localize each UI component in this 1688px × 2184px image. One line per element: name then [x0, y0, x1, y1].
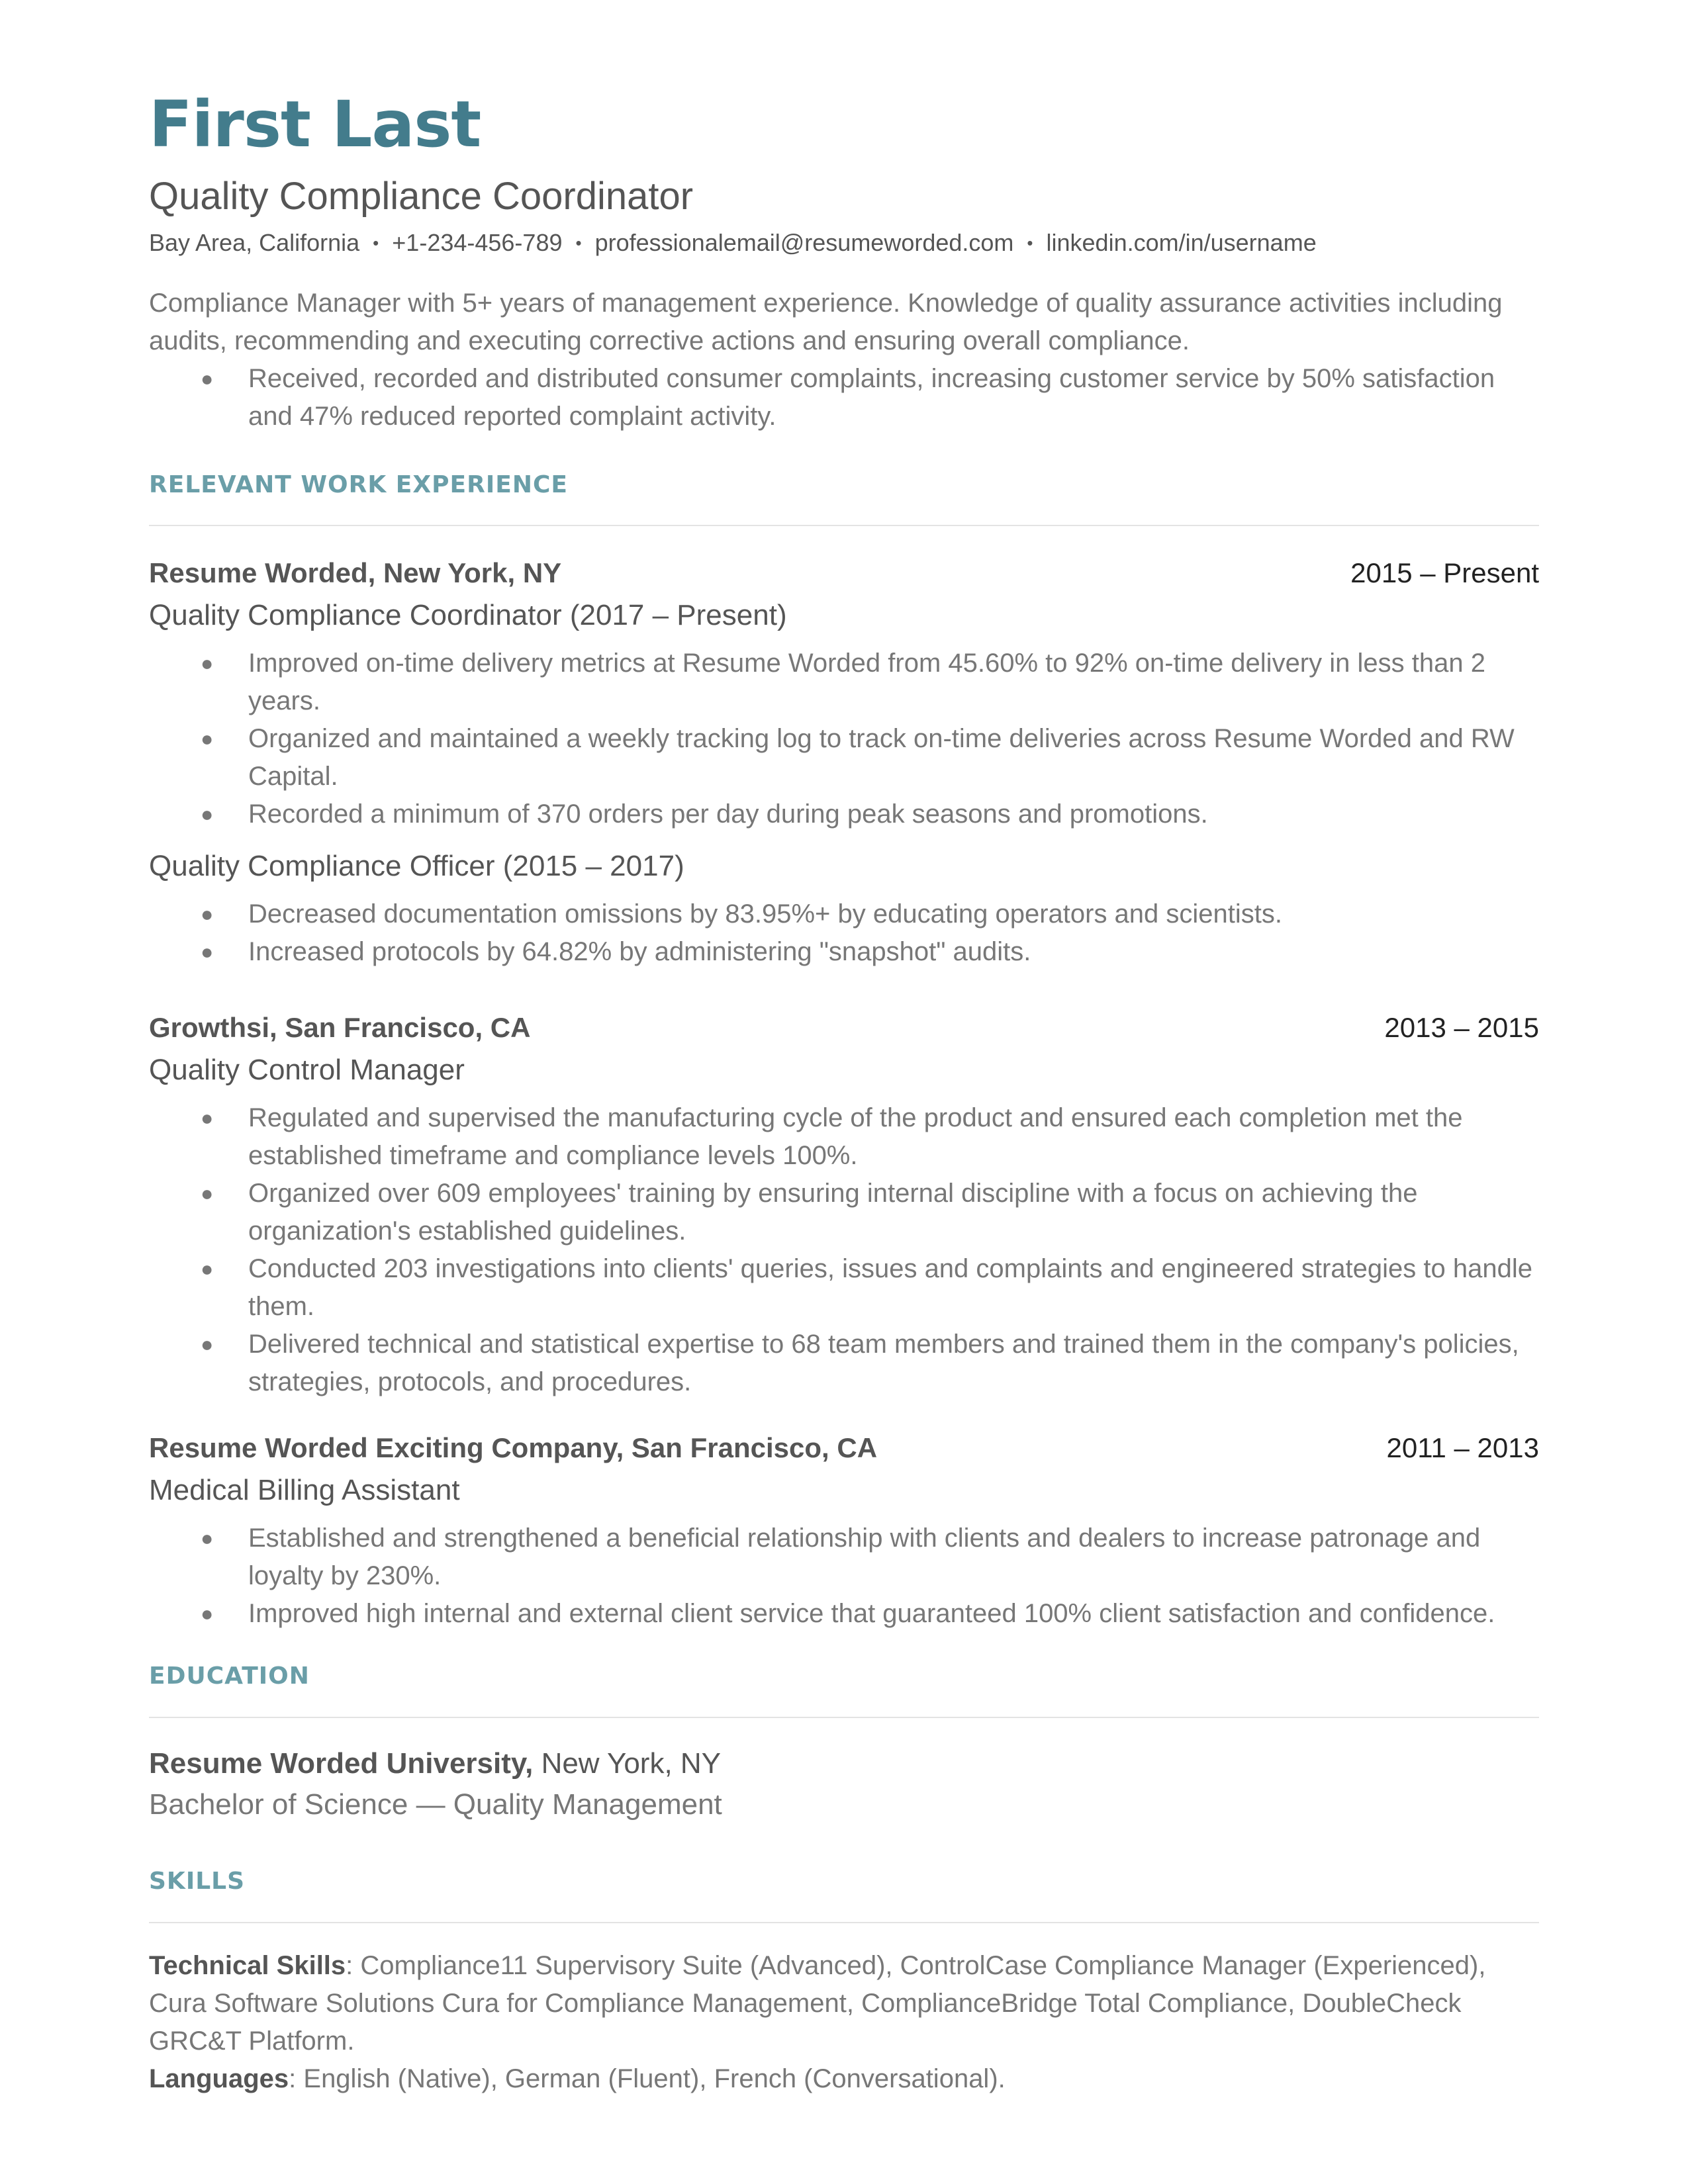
job-bullets	[149, 1520, 1539, 1633]
section-divider	[149, 525, 1539, 526]
education-school-line	[149, 1743, 1539, 1784]
job-dates: 2013 – 2015	[1384, 1012, 1539, 1043]
section-divider	[149, 1922, 1539, 1923]
experience-heading: RELEVANT WORK EXPERIENCE	[149, 471, 568, 498]
bullet-icon: ●	[201, 1181, 214, 1205]
contact-line	[149, 228, 1317, 258]
summary-section	[149, 285, 1539, 435]
contact-separator: •	[1027, 233, 1033, 253]
list-item	[149, 1250, 1539, 1326]
education-heading: EDUCATION	[149, 1662, 310, 1690]
list-item	[149, 1099, 1539, 1175]
bullet-text: Established and strengthened a beneficial relationship with clients and dealers to increase patronage and loyalty by 230%.	[248, 1524, 1481, 1590]
bullet-text: Decreased documentation omissions by 83.95%+ by educating operators and scientists.	[248, 899, 1283, 929]
bullet-icon: ●	[201, 1602, 214, 1625]
bullet-text: Received, recorded and distributed consumer complaints, increasing customer service by 50% satisfaction and 47% reduced reported complaint activity.	[248, 364, 1495, 431]
list-item	[149, 796, 1539, 833]
list-item	[149, 645, 1539, 720]
bullet-text: Conducted 203 investigations into clients' queries, issues and complaints and engineered strategies to handle them.	[248, 1254, 1532, 1321]
candidate-role: Quality Compliance Coordinator	[149, 175, 694, 218]
job-position: Quality Control Manager	[149, 1054, 465, 1086]
technical-skills	[149, 1947, 1539, 2060]
bullet-text: Delivered technical and statistical expertise to 68 team members and trained them in the company's policies, strategies, protocols, and procedures.	[248, 1330, 1519, 1396]
candidate-name: First Last	[149, 87, 481, 161]
bullet-icon: ●	[201, 367, 214, 390]
bullet-icon: ●	[201, 727, 214, 751]
bullet-icon: ●	[201, 1332, 214, 1356]
list-item	[149, 1175, 1539, 1250]
list-item	[149, 895, 1539, 933]
bullet-text: Improved on-time delivery metrics at Resume Worded from 45.60% to 92% on-time delivery in less than 2 years.	[248, 649, 1485, 715]
bullet-text: Improved high internal and external client service that guaranteed 100% client satisfaction and confidence.	[248, 1599, 1495, 1628]
list-item	[149, 360, 1539, 435]
bullet-icon: ●	[201, 1526, 214, 1550]
technical-skills-value: : Compliance11 Supervisory Suite (Advanced), ControlCase Compliance Manager (Experienced), Cura Software Solutions Cura for Compliance Management, ComplianceBridge Total Compliance, DoubleCheck GRC&T Platform.	[149, 1951, 1486, 2056]
contact-linkedin[interactable]: linkedin.com/in/username	[1046, 229, 1317, 256]
contact-location: Bay Area, California	[149, 229, 360, 256]
job-dates: 2015 – Present	[1350, 557, 1539, 588]
job-entry	[149, 553, 1539, 971]
job-position: Medical Billing Assistant	[149, 1474, 460, 1506]
summary-bullets	[149, 360, 1539, 435]
job-position: Quality Compliance Coordinator (2017 – Present)	[149, 599, 787, 631]
contact-email[interactable]: professionalemail@resumeworded.com	[594, 229, 1014, 256]
job-entry	[149, 1008, 1539, 1401]
bullet-text: Increased protocols by 64.82% by administering "snapshot" audits.	[248, 937, 1031, 966]
job-company: Resume Worded Exciting Company, San Francisco, CA	[149, 1432, 878, 1463]
job-bullets	[149, 1099, 1539, 1401]
skills-section	[149, 1947, 1539, 2098]
bullet-icon: ●	[201, 940, 214, 964]
job-position: Quality Compliance Officer (2015 – 2017)	[149, 850, 684, 882]
languages	[149, 2060, 1539, 2098]
job-dates: 2011 – 2013	[1386, 1432, 1539, 1463]
bullet-text: Regulated and supervised the manufacturing cycle of the product and ensured each completion met the established timeframe and compliance levels 100%.	[248, 1103, 1463, 1170]
summary-text: Compliance Manager with 5+ years of management experience. Knowledge of quality assurance activities including audits, recommending and executing corrective actions and ensuring overall compliance.	[149, 289, 1503, 355]
bullet-icon: ●	[201, 802, 214, 826]
bullet-text: Recorded a minimum of 370 orders per day during peak seasons and promotions.	[248, 799, 1208, 829]
bullet-text: Organized over 609 employees' training by ensuring internal discipline with a focus on achieving the organization's established guidelines.	[248, 1179, 1418, 1246]
bullet-icon: ●	[201, 1257, 214, 1281]
job-company: Growthsi, San Francisco, CA	[149, 1012, 531, 1043]
list-item	[149, 1520, 1539, 1595]
bullet-icon: ●	[201, 902, 214, 926]
list-item	[149, 1595, 1539, 1633]
bullet-icon: ●	[201, 651, 214, 675]
job-bullets	[149, 645, 1539, 833]
list-item	[149, 1326, 1539, 1401]
education-degree: Bachelor of Science — Quality Management	[149, 1788, 722, 1821]
section-divider	[149, 1717, 1539, 1718]
education-school: Resume Worded University,	[149, 1747, 534, 1780]
job-company: Resume Worded, New York, NY	[149, 557, 562, 588]
list-item	[149, 933, 1539, 971]
languages-label: Languages	[149, 2064, 289, 2093]
education-location: New York, NY	[541, 1747, 722, 1780]
languages-value: : English (Native), German (Fluent), French (Conversational).	[289, 2064, 1006, 2093]
contact-separator: •	[575, 233, 582, 253]
technical-skills-label: Technical Skills	[149, 1951, 346, 1980]
education-entry	[149, 1743, 1539, 1825]
contact-separator: •	[373, 233, 379, 253]
contact-phone: +1-234-456-789	[392, 229, 563, 256]
job-bullets	[149, 895, 1539, 971]
bullet-text: Organized and maintained a weekly tracking log to track on-time deliveries across Resume Worded and RW Capital.	[248, 724, 1515, 791]
skills-heading: SKILLS	[149, 1868, 246, 1895]
job-entry	[149, 1428, 1539, 1633]
bullet-icon: ●	[201, 1106, 214, 1130]
list-item	[149, 720, 1539, 796]
